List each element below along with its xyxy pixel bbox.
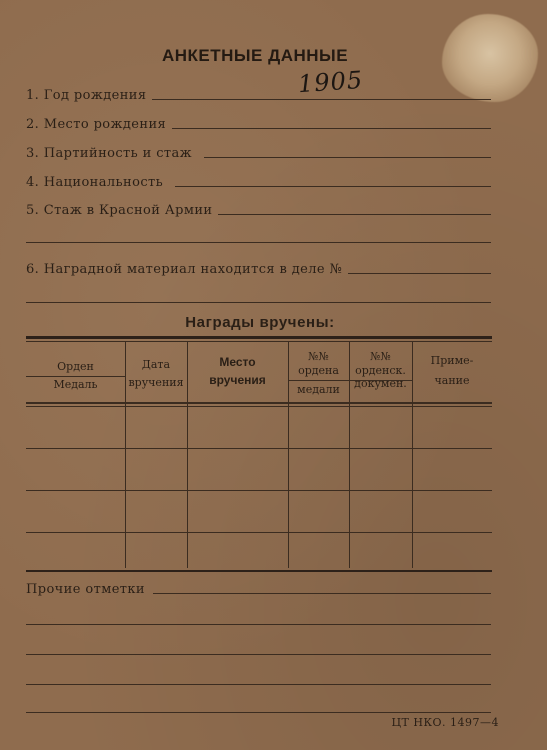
header-document: докумен. bbox=[354, 377, 407, 390]
field-army-service bbox=[26, 203, 491, 218]
header-medal-number: медали bbox=[297, 383, 340, 396]
field-award-material bbox=[26, 262, 491, 277]
header-order-doc: орденск. bbox=[355, 364, 406, 377]
field-line bbox=[153, 593, 491, 594]
header-date-of-award: вручения bbox=[128, 376, 184, 389]
field-birth-year bbox=[26, 88, 491, 103]
header-medal: Медаль bbox=[53, 378, 98, 391]
header-bottom-border bbox=[26, 402, 492, 404]
field-label: 2. Место рождения bbox=[26, 117, 167, 132]
table-row-line bbox=[26, 532, 492, 533]
notes-line bbox=[26, 684, 491, 685]
table-row-line bbox=[26, 490, 492, 491]
continuation-line bbox=[26, 302, 491, 303]
header-note: Приме- bbox=[430, 354, 474, 367]
field-line bbox=[172, 127, 491, 129]
notes-line bbox=[26, 654, 491, 655]
field-line bbox=[204, 156, 491, 158]
field-line bbox=[152, 98, 491, 100]
field-label: 1. Год рождения bbox=[26, 88, 147, 103]
header-subline bbox=[26, 376, 125, 377]
continuation-line bbox=[26, 242, 491, 243]
handwritten-birth-year: 1905 bbox=[297, 65, 364, 99]
print-code: ЦТ НКО. 1497—4 bbox=[391, 716, 499, 729]
field-party bbox=[26, 146, 491, 161]
other-notes-label: Прочие отметки bbox=[26, 582, 145, 597]
header-order-number: ордена bbox=[298, 364, 339, 377]
field-label: 4. Национальность bbox=[26, 175, 164, 190]
other-notes-row bbox=[26, 582, 491, 597]
field-label: 3. Партийность и стаж bbox=[26, 146, 193, 161]
table-row-line bbox=[26, 448, 492, 449]
table-top-inner-border bbox=[26, 341, 492, 342]
table-bottom-border bbox=[26, 570, 492, 572]
field-label: 6. Наградной материал находится в деле № bbox=[26, 262, 343, 277]
form-title: АНКЕТНЫЕ ДАННЫЕ bbox=[161, 46, 349, 65]
header-note-end: чание bbox=[434, 374, 470, 387]
header-number-sign: №№ bbox=[308, 350, 329, 363]
notes-line bbox=[26, 712, 491, 713]
header-bottom-inner-border bbox=[26, 406, 492, 407]
table-top-border bbox=[26, 336, 492, 339]
field-line bbox=[175, 185, 491, 187]
field-line bbox=[348, 272, 491, 274]
field-label: 5. Стаж в Красной Армии bbox=[26, 203, 213, 218]
header-number-sign: №№ bbox=[370, 350, 391, 363]
header-place-of-award: вручения bbox=[209, 373, 266, 387]
header-date: Дата bbox=[141, 358, 171, 371]
field-nationality bbox=[26, 175, 491, 190]
header-order: Орден bbox=[57, 360, 94, 373]
awards-title: Награды вручены: bbox=[185, 314, 335, 331]
field-birthplace bbox=[26, 117, 491, 132]
notes-line bbox=[26, 624, 491, 625]
field-line bbox=[218, 213, 491, 215]
header-place: Место bbox=[219, 355, 256, 369]
awards-table bbox=[26, 336, 492, 574]
